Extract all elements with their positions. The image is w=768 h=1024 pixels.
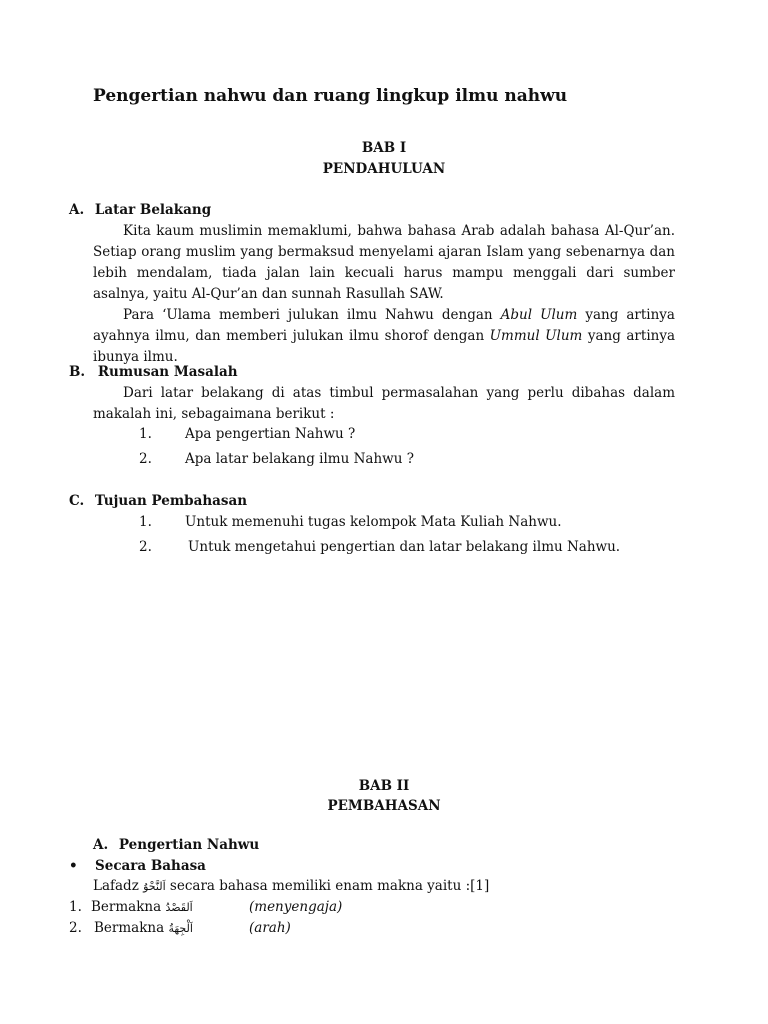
section-b-heading	[69, 362, 238, 383]
meaning-arabic: اَلْجِهَةُ	[168, 922, 193, 935]
list-item-number: 2.	[139, 539, 152, 555]
section-a-title: Latar Belakang	[94, 202, 212, 218]
section-c-title: Tujuan Pembahasan	[94, 493, 248, 509]
list-item-text: Untuk memenuhi tugas kelompok Mata Kuliah Nahwu.	[185, 514, 562, 530]
list-item	[139, 537, 621, 558]
meaning-number: 2.	[69, 920, 82, 936]
bab2-section-a-title: Pengertian Nahwu	[118, 837, 260, 853]
list-item	[139, 449, 414, 470]
page-title: Pengertian nahwu dan ruang lingkup ilmu nahwu	[93, 86, 568, 106]
secara-bahasa-heading	[69, 856, 206, 877]
bab2-section-a-letter: A.	[93, 837, 109, 853]
latar-belakang-paragraph-1: Kita kaum muslimin memaklumi, bahwa bahasa Arab adalah bahasa Al-Qur’an. Setiap orang muslim yang bermaksud menyelami ajaran Islam yang sebenarnya dan lebih mendalam, tiada jalan lain kecuali harus mampu menggali dari sumber asalnya, yaitu Al-Qur’an dan sunnah Rasullah SAW.	[93, 223, 675, 302]
bab2-heading: BAB II	[358, 778, 410, 794]
section-c-letter: C.	[69, 493, 85, 509]
list-item-text: Untuk mengetahui pengertian dan latar belakang ilmu Nahwu.	[188, 539, 621, 555]
meaning-translation: (menyengaja)	[249, 899, 343, 915]
section-b-title: Rumusan Masalah	[97, 364, 238, 380]
rumusan-masalah-body	[93, 383, 675, 425]
meaning-item	[69, 897, 343, 918]
list-item	[139, 424, 356, 445]
list-item-number: 1.	[139, 426, 152, 442]
rumusan-masalah-intro: Dari latar belakang di atas timbul permasalahan yang perlu dibahas dalam makalah ini, sebagaimana berikut :	[93, 385, 675, 422]
meaning-text: Bermakna اَلقَصْدُ	[91, 899, 193, 915]
bullet-icon: •	[69, 858, 78, 874]
meaning-translation: (arah)	[249, 920, 291, 936]
latar-belakang-paragraph-2: Para ‘Ulama memberi julukan ilmu Nahwu dengan Abul Ulum yang artinya ayahnya ilmu, dan memberi julukan ilmu shorof dengan Ummul Ulum yang artinya ibunya ilmu.	[93, 307, 676, 365]
section-b-letter: B.	[69, 364, 86, 380]
list-item-number: 2.	[139, 451, 152, 467]
meaning-text: Bermakna اَلْجِهَةُ	[94, 920, 193, 936]
lafadz-arabic: اَلنَّحْوُ	[143, 880, 166, 893]
list-item-text: Apa pengertian Nahwu ?	[185, 426, 356, 442]
meaning-item	[69, 918, 291, 939]
bab2-section-a-heading	[93, 835, 259, 856]
abul-ulum-term: Abul Ulum	[500, 307, 578, 323]
section-a-heading	[69, 200, 211, 221]
bab2-subheading: PEMBAHASAN	[327, 798, 441, 814]
lafadz-line: Lafadz اَلنَّحْوُ secara bahasa memiliki enam makna yaitu :[1]	[93, 878, 490, 894]
bab1-heading: BAB I	[361, 140, 407, 156]
ummul-ulum-term: Ummul Ulum	[489, 328, 583, 344]
list-item-text: Apa latar belakang ilmu Nahwu ?	[185, 451, 414, 467]
meaning-number: 1.	[69, 899, 82, 915]
list-item-number: 1.	[139, 514, 152, 530]
section-a-letter: A.	[69, 202, 85, 218]
section-c-heading	[69, 491, 247, 512]
secara-bahasa-title: Secara Bahasa	[95, 858, 206, 874]
bab1-subheading: PENDAHULUAN	[322, 161, 446, 177]
list-item	[139, 512, 562, 533]
meaning-arabic: اَلقَصْدُ	[165, 901, 193, 914]
latar-belakang-body	[93, 221, 675, 368]
